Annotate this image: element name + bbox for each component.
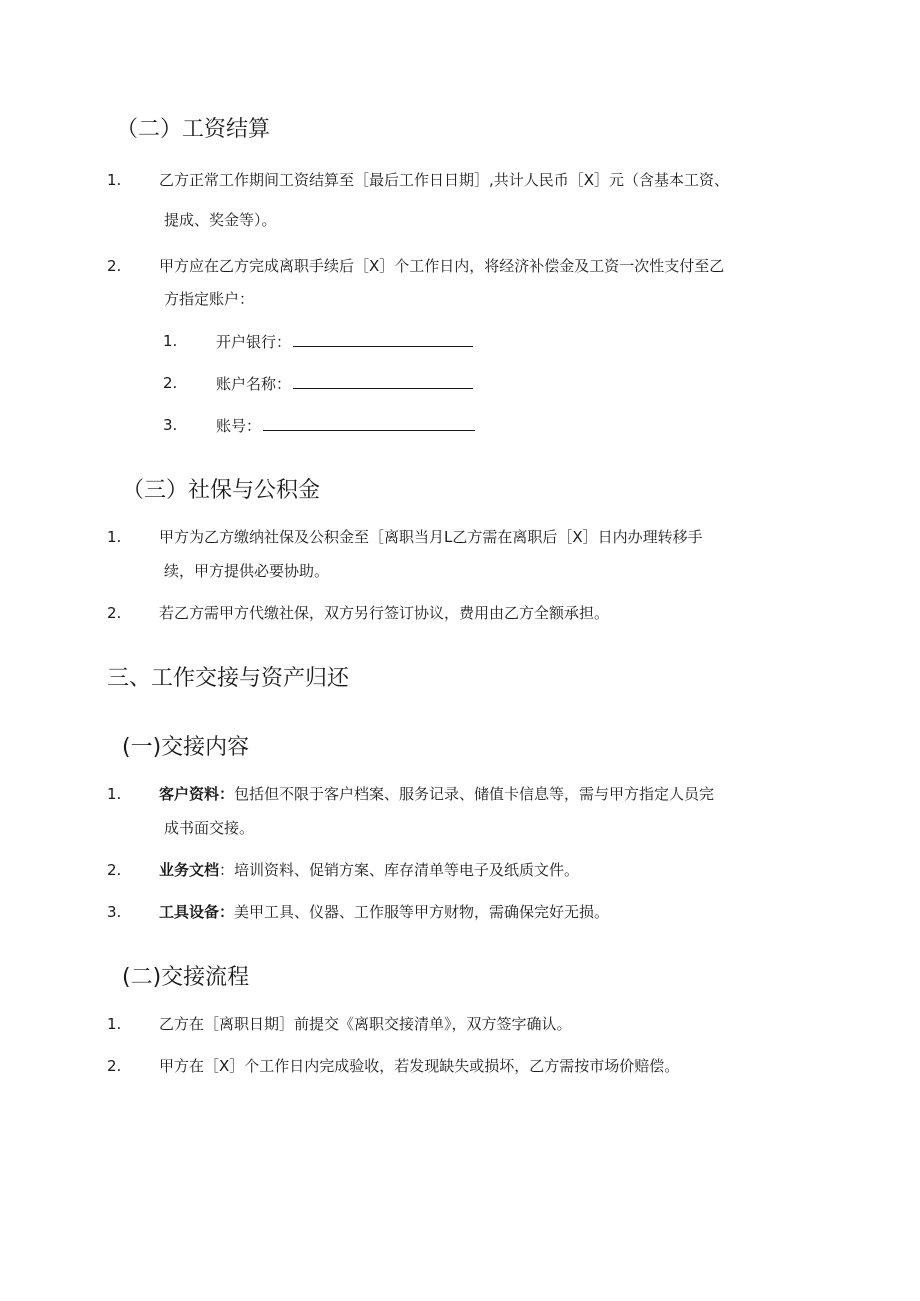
- content-item-1-line2: 成书面交接。: [164, 819, 255, 837]
- salary-item-2-line1: 甲方应在乙方完成离职手续后［X］个工作日内，将经济补偿金及工资一次性支付至乙: [159, 257, 725, 275]
- account-bank-blank: [293, 330, 473, 347]
- content-item-3-title: 工具设备：: [159, 903, 235, 921]
- item-number: 1.: [107, 171, 122, 189]
- account-number-label: 账号：: [216, 417, 262, 435]
- account-bank-label: 开户银行：: [216, 333, 292, 351]
- content-item-3: [159, 901, 609, 923]
- item-number: 2.: [107, 861, 122, 879]
- section-heading-social-insurance: （三）社保与公积金: [122, 478, 321, 503]
- item-number: 2.: [163, 374, 178, 392]
- section-heading-salary: （二）工资结算: [116, 117, 271, 142]
- item-number: 1.: [107, 528, 122, 546]
- content-item-3-text: 美甲工具、仪器、工作服等甲方财物，需确保完好无损。: [234, 903, 610, 921]
- account-number-field: [216, 414, 475, 437]
- account-number-blank: [263, 414, 475, 431]
- section-heading-handover-process: (二)交接流程: [122, 965, 250, 990]
- content-item-1-title: 客户资料：: [159, 785, 235, 803]
- item-number: 3.: [107, 903, 122, 921]
- content-item-2: [159, 859, 579, 881]
- item-number: 1.: [163, 332, 178, 350]
- chapter-heading-handover: 三、工作交接与资产归还: [107, 666, 350, 691]
- salary-item-1-line2: 提成、奖金等）。: [164, 211, 277, 229]
- content-item-1-line1: [159, 783, 714, 805]
- section-heading-handover-content: (一)交接内容: [122, 735, 250, 760]
- salary-item-2-line2: 方指定账户：: [164, 290, 255, 308]
- item-number: 2.: [107, 257, 122, 275]
- content-item-1-text: 包括但不限于客户档案、服务记录、储值卡信息等，需与甲方指定人员完: [234, 785, 715, 803]
- content-item-2-text: ：培训资料、促销方案、库存清单等电子及纸质文件。: [219, 861, 580, 879]
- account-bank-field: [216, 330, 473, 353]
- item-number: 3.: [163, 416, 178, 434]
- content-item-2-title: 业务文档: [159, 861, 220, 879]
- social-item-1-line2: 续，甲方提供必要协助。: [164, 562, 330, 580]
- salary-item-1-line1: 乙方正常工作期间工资结算至［最后工作日日期］,共计人民币［X］元（含基本工资、: [159, 171, 730, 189]
- account-name-field: [216, 372, 473, 395]
- social-item-2-line1: 若乙方需甲方代缴社保，双方另行签订协议，费用由乙方全额承担。: [159, 604, 610, 622]
- process-item-1: 乙方在［离职日期］前提交《离职交接清单》，双方签字确认。: [159, 1015, 572, 1033]
- account-name-label: 账户名称：: [216, 375, 292, 393]
- item-number: 2.: [107, 1057, 122, 1075]
- item-number: 2.: [107, 604, 122, 622]
- item-number: 1.: [107, 1015, 122, 1033]
- account-name-blank: [293, 372, 473, 389]
- item-number: 1.: [107, 785, 122, 803]
- process-item-2: 甲方在［X］个工作日内完成验收，若发现缺失或损坏，乙方需按市场价赔偿。: [159, 1057, 680, 1075]
- social-item-1-line1: 甲方为乙方缴纳社保及公积金至［离职当月L乙方需在离职后［X］日内办理转移手: [159, 528, 703, 546]
